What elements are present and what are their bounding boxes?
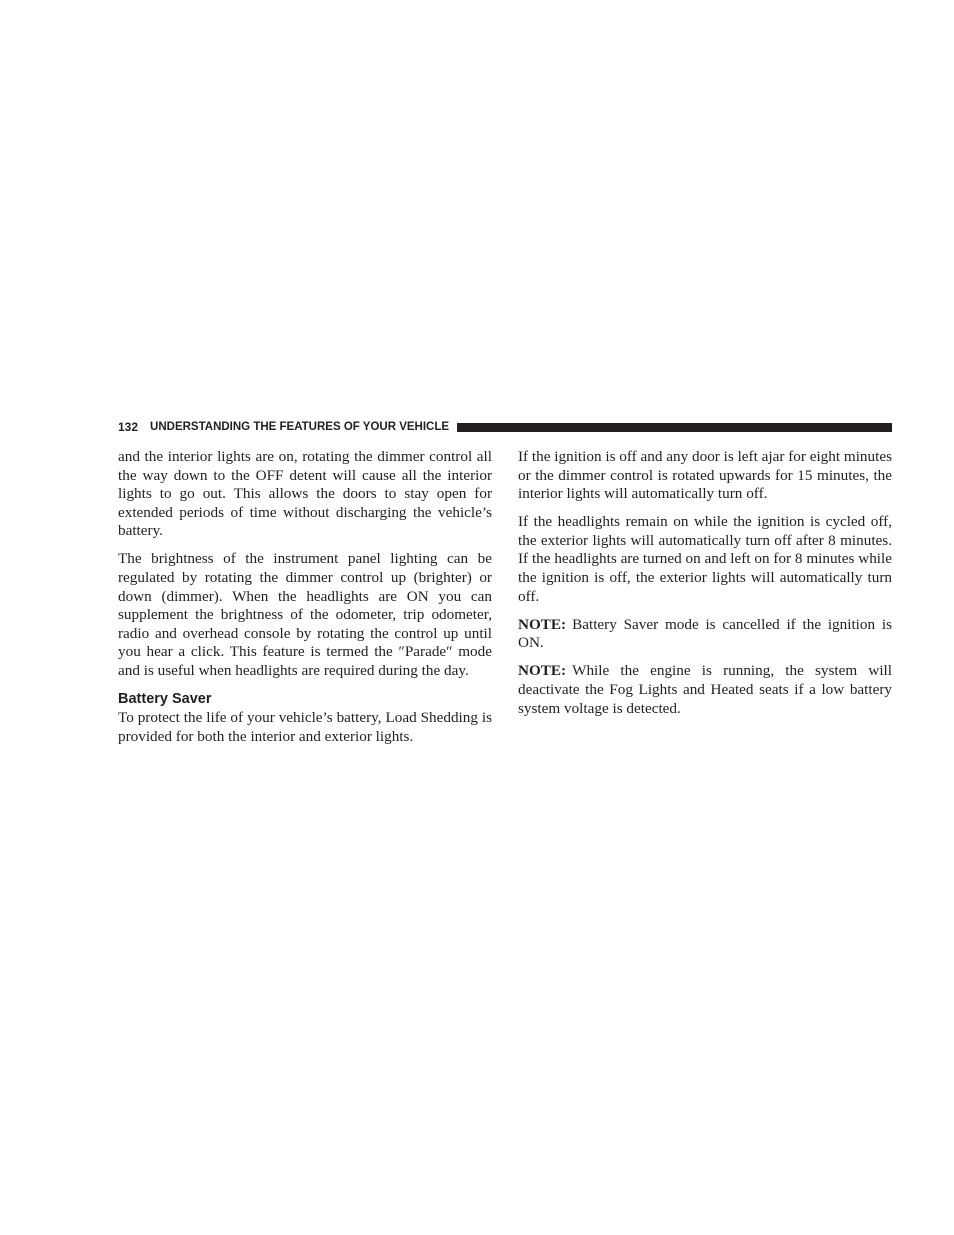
paragraph-interior-timeout: If the ignition is off and any door is left ajar for eight minutes or the dimmer control is rotated upwards for 15 minutes, the interior lights will automatically turn off. [518,448,892,503]
note-text: While the engine is running, the system will deactivate the Fog Lights and Heated seats if a low battery system voltage is detected. [518,662,892,717]
left-column [118,448,492,756]
note-low-voltage [518,662,892,718]
header-rule [457,423,892,432]
section-title: UNDERSTANDING THE FEATURES OF YOUR VEHICLE [150,421,450,433]
note-label: NOTE: [518,662,567,680]
note-text: Battery Saver mode is cancelled if the ignition is ON. [518,615,892,652]
paragraph-dimmer-off: and the interior lights are on, rotating the dimmer control all the way down to the OFF detent will cause all the interior lights to go out. This allows the doors to stay open for extended periods of time without discharging the vehicle’s battery. [118,448,492,540]
note-battery-saver [518,616,892,653]
right-column [518,448,892,728]
page-number: 132 [118,420,139,434]
paragraph-exterior-timeout: If the headlights remain on while the ignition is cycled off, the exterior lights will automatically turn off after 8 minutes. If the headlights are turned on and left on for 8 minutes while the ignition is off, the exterior lights will automatically turn off. [518,513,892,605]
page-header [118,419,892,435]
paragraph-load-shedding: To protect the life of your vehicle’s battery, Load Shedding is provided for both the interior and exterior lights. [118,709,492,745]
subheading-battery-saver: Battery Saver [118,691,212,708]
note-label: NOTE: [518,615,567,633]
paragraph-brightness: The brightness of the instrument panel lighting can be regulated by rotating the dimmer control up (brighter) or down (dimmer). When the headlights are ON you can supplement the brightness of the odometer, trip odometer, radio and overhead console by rotating the control up until you hear a click. This feature is termed the ″Parade″ mode and is useful when headlights are required during the day. [118,550,492,680]
